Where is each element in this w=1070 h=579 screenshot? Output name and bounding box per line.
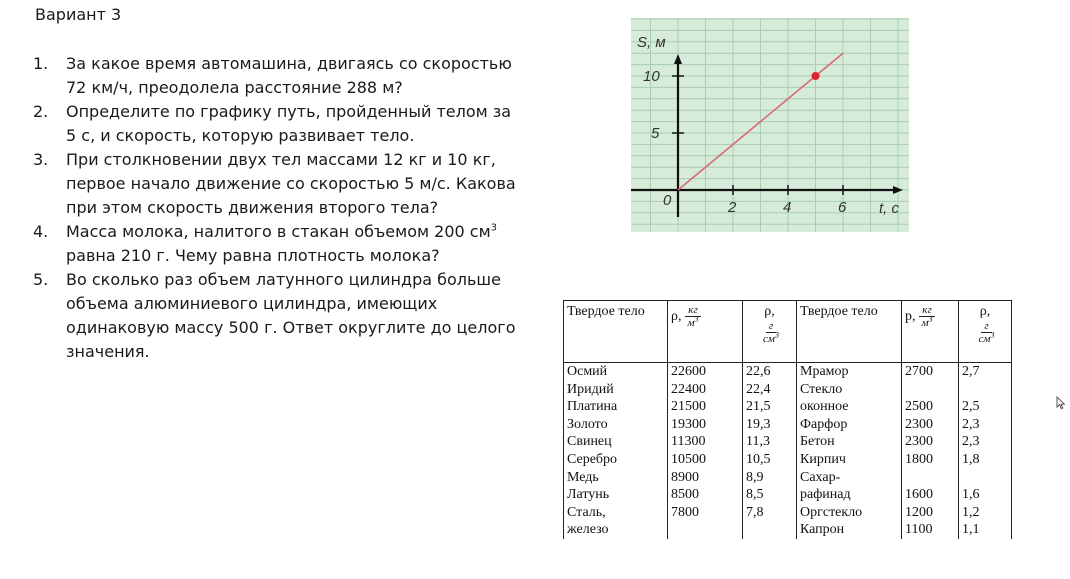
cell-density-g-cm3: 10,5 — [743, 451, 797, 469]
cell-density-g-cm3: 11,3 — [743, 433, 797, 451]
graph-background — [631, 18, 909, 232]
header-density-kg-m3 — [668, 301, 743, 363]
cell-solid-name: Стекло — [797, 381, 902, 399]
cell-solid-name: Бетон — [797, 433, 902, 451]
rho-symbol: ρ, — [979, 304, 991, 319]
cell-density-kg-m3: 2300 — [902, 416, 959, 434]
cell-density-g-cm3: 19,3 — [743, 416, 797, 434]
unit-g-per-cm3: $\frac{г}{см^3}$ — [763, 320, 779, 345]
table-header-row — [564, 301, 1012, 363]
cell-solid-name: оконное — [797, 398, 902, 416]
rho-symbol: ρ, — [671, 308, 682, 324]
task-line — [66, 220, 533, 244]
cell-density-g-cm3: 7,8 — [743, 504, 797, 522]
origin-label: 0 — [663, 192, 672, 209]
cell-solid-name: Иридий — [564, 381, 668, 399]
cell-density-g-cm3: 2,7 — [959, 363, 1012, 381]
table-row — [564, 416, 1012, 434]
rho-symbol: р, — [905, 308, 916, 324]
cell-solid-name: Золото — [564, 416, 668, 434]
x-axis-label: t, с — [879, 200, 900, 217]
cell-solid-name: Сталь, — [564, 504, 668, 522]
x-tick-label: 4 — [783, 199, 792, 216]
cell-solid-name: рафинад — [797, 486, 902, 504]
cell-density-kg-m3: 7800 — [668, 504, 743, 522]
cell-density-g-cm3: 1,1 — [959, 521, 1012, 539]
task-item — [33, 268, 533, 364]
cell-solid-name: Капрон — [797, 521, 902, 539]
x-tick-label: 6 — [838, 199, 847, 216]
cell-solid-name: Свинец — [564, 433, 668, 451]
cell-solid-name: Фарфор — [797, 416, 902, 434]
cell-solid-name: Платина — [564, 398, 668, 416]
cell-density-kg-m3: 8500 — [668, 486, 743, 504]
task-number: 3. — [33, 150, 49, 169]
cell-density-kg-m3: 21500 — [668, 398, 743, 416]
task-line: одинаковую массу 500 г. Ответ округлите до целого — [66, 318, 516, 337]
task-number: 2. — [33, 102, 49, 121]
task-line: значения. — [66, 342, 150, 361]
task-number: 1. — [33, 54, 49, 73]
cell-density-kg-m3: 1100 — [902, 521, 959, 539]
table-row — [564, 398, 1012, 416]
task-text: Масса молока, налитого в стакан объемом 200 см — [66, 222, 491, 241]
cell-density-kg-m3: 1800 — [902, 451, 959, 469]
cell-solid-name: Оргстекло — [797, 504, 902, 522]
cell-density-g-cm3: 2,3 — [959, 433, 1012, 451]
cell-density-kg-m3 — [902, 381, 959, 399]
task-list — [33, 52, 533, 364]
cell-solid-name: Сахар- — [797, 469, 902, 487]
cell-density-kg-m3 — [668, 521, 743, 539]
task-number: 4. — [33, 222, 49, 241]
task-line: При столкновении двух тел массами 12 кг и 10 кг, — [66, 150, 496, 169]
highlight-point — [812, 72, 820, 80]
cell-density-g-cm3: 2,3 — [959, 416, 1012, 434]
table-row — [564, 381, 1012, 399]
task-line: первое начало движение со скоростью 5 м/с. Какова — [66, 174, 516, 193]
graph-canvas — [631, 18, 909, 232]
task-line: 72 км/ч, преодолела расстояние 288 м? — [66, 78, 403, 97]
table-row — [564, 363, 1012, 381]
rho-symbol: ρ, — [764, 304, 775, 319]
y-tick-label: 10 — [643, 68, 660, 85]
table-row — [564, 469, 1012, 487]
cell-density-g-cm3: 22,6 — [743, 363, 797, 381]
table-row — [564, 486, 1012, 504]
cell-density-g-cm3: 21,5 — [743, 398, 797, 416]
task-line: 5 с, и скорость, которую развивает тело. — [66, 126, 415, 145]
variant-title: Вариант 3 — [35, 5, 122, 24]
table-body — [564, 363, 1012, 539]
cell-density-kg-m3: 1200 — [902, 504, 959, 522]
task-line: равна 210 г. Чему равна плотность молока? — [66, 246, 440, 265]
cell-solid-name: Кирпич — [797, 451, 902, 469]
cell-density-g-cm3 — [959, 381, 1012, 399]
task-line: Во сколько раз объем латунного цилиндра больше — [66, 270, 501, 289]
task-item — [33, 100, 533, 148]
cell-solid-name: Осмий — [564, 363, 668, 381]
header-solid: Твердое тело — [797, 301, 902, 363]
cell-density-g-cm3 — [743, 521, 797, 539]
cell-density-kg-m3: 8900 — [668, 469, 743, 487]
table-row — [564, 451, 1012, 469]
unit-g-per-cm3: $\frac{г}{см^3}$ — [978, 320, 995, 345]
cell-density-kg-m3: 1600 — [902, 486, 959, 504]
cell-density-g-cm3: 1,2 — [959, 504, 1012, 522]
task-line: объема алюминиевого цилиндра, имеющих — [66, 294, 438, 313]
task-line: Определите по графику путь, пройденный телом за — [66, 102, 512, 121]
cell-density-g-cm3: 2,5 — [959, 398, 1012, 416]
y-axis-label: S, м — [637, 34, 666, 51]
cell-solid-name: железо — [564, 521, 668, 539]
cell-density-kg-m3: 2300 — [902, 433, 959, 451]
task-number: 5. — [33, 270, 49, 289]
cell-density-kg-m3: 19300 — [668, 416, 743, 434]
x-tick-label: 2 — [728, 199, 737, 216]
cell-density-kg-m3: 22400 — [668, 381, 743, 399]
unit-kg-per-m3: $\frac{кг}{м^3}$ — [919, 304, 936, 329]
cube-superscript: 3 — [490, 222, 498, 234]
cell-density-kg-m3: 2700 — [902, 363, 959, 381]
cell-density-g-cm3: 1,8 — [959, 451, 1012, 469]
cell-solid-name: Медь — [564, 469, 668, 487]
cell-solid-name: Серебро — [564, 451, 668, 469]
task-item — [33, 220, 533, 268]
cell-density-kg-m3: 2500 — [902, 398, 959, 416]
y-tick-label: 5 — [651, 125, 660, 142]
header-density-kg-m3 — [902, 301, 959, 363]
cell-solid-name: Мрамор — [797, 363, 902, 381]
cell-density-kg-m3: 22600 — [668, 363, 743, 381]
task-item — [33, 52, 533, 100]
density-table — [563, 300, 1012, 539]
mouse-cursor-icon — [1056, 396, 1066, 410]
cell-density-kg-m3: 11300 — [668, 433, 743, 451]
cell-solid-name: Латунь — [564, 486, 668, 504]
table-row — [564, 521, 1012, 539]
task-line: За какое время автомашина, двигаясь со скоростью — [66, 54, 512, 73]
distance-time-graph — [631, 18, 909, 232]
cell-density-kg-m3: 10500 — [668, 451, 743, 469]
header-density-g-cm3 — [959, 301, 1012, 363]
unit-kg-per-m3: $\frac{кг}{м^3}$ — [685, 304, 702, 329]
header-solid: Твердое тело — [564, 301, 668, 363]
cell-density-kg-m3 — [902, 469, 959, 487]
cell-density-g-cm3 — [959, 469, 1012, 487]
cell-density-g-cm3: 1,6 — [959, 486, 1012, 504]
table-row — [564, 433, 1012, 451]
cell-density-g-cm3: 22,4 — [743, 381, 797, 399]
cell-density-g-cm3: 8,9 — [743, 469, 797, 487]
header-density-g-cm3 — [743, 301, 797, 363]
table-row — [564, 504, 1012, 522]
task-line: при этом скорость движения второго тела? — [66, 198, 439, 217]
task-item — [33, 148, 533, 220]
cell-density-g-cm3: 8,5 — [743, 486, 797, 504]
